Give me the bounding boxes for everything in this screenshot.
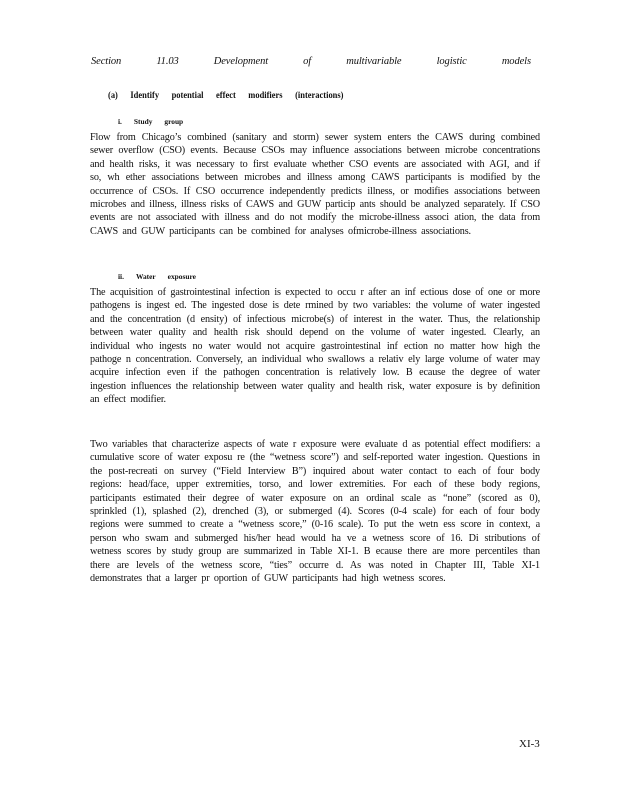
subsection-a-word-3: effect — [216, 90, 236, 100]
subsection-i-label: i. — [118, 117, 122, 126]
section-heading-word-4: logistic — [436, 56, 467, 67]
section-heading-word-5: models — [501, 56, 531, 67]
paragraph-water-exposure: The acquisition of gastrointestinal infection is expected to occu r after an inf ectious dose of one or more pathogens is ingest ed. The ingested dose is dete rmined by two variables: the volume of water ingested and the concentration (d ensity) of infectious microbe(s) of interest in the water. Thus, the relationship between water quality and health risk should depend on the volume of water ingested. Clearly, an individual who ingests no water would not acquire gastrointestinal inf ection no matter how high the pathoge n concentration. Conversely, an individual who swallows a relativ ely large volume of water may acquire infection even if the pathogen concentration is relatively low. B ecause the degree of water ingestion influences the relationship between water quality and health risk, water exposure is by definition an effect modifier. — [90, 287, 540, 406]
subsection-ii-label: ii. — [118, 272, 124, 281]
subsection-i-heading — [118, 117, 183, 126]
subsection-ii-word-1: Water — [135, 272, 156, 281]
subsection-a-word-1: Identify — [130, 90, 160, 100]
section-heading-word-2: of — [303, 56, 312, 67]
subsection-ii-heading — [118, 272, 196, 281]
section-heading-id: 11.03 — [156, 56, 179, 67]
subsection-a-heading — [108, 90, 344, 100]
paragraph-study-group: Flow from Chicago’s combined (sanitary and storm) sewer system enters the CAWS during combined sewer overflow (CSO) events. Because CSOs may influence associations between microbe concentrations and health risks, it was necessary to first evaluate whether CSO events are associated with AGI, and if so, wh ether associations between microbes and illness among CAWS participants is modified by the occurrence of CSOs. If CSO occurrence independently predicts illness, or modifies associations between microbes and illness, illness risks of CAWS and GUW particip ants should be analyzed separately. If CSO events are not associated with illness and do not modify the microbe-illness associ ation, the data from CAWS and GUW participants can be combined for analyses ofmicrobe-illness associations. — [90, 132, 540, 237]
subsection-a-word-4: modifiers — [248, 90, 283, 100]
subsection-i-word-1: Study — [133, 117, 153, 126]
section-heading-word-1: Development — [213, 56, 269, 67]
section-heading-word-3: multivariable — [346, 56, 402, 67]
subsection-a-label: (a) — [108, 90, 118, 100]
page-number: XI-3 — [519, 738, 540, 750]
subsection-ii-word-2: exposure — [167, 272, 196, 281]
section-heading — [91, 56, 531, 67]
subsection-i-word-2: group — [164, 117, 184, 126]
section-heading-number: Section — [91, 56, 122, 67]
subsection-a-word-5: (interactions) — [295, 90, 344, 100]
paragraph-effect-modifiers: Two variables that characterize aspects of wate r exposure were evaluate d as potential effect modifiers: a cumulative score of water exposu re (the “wetness score”) and self-reported water ingestion. Questions in the post-recreati on survey (“Field Interview B”) inquired about water contact to each of four body regions: head/face, upper extremities, torso, and lower extremities. For each of these body regions, participants estimated their degree of water exposure on an ordinal scale as “none” (scored as 0), sprinkled (1), splashed (2), drenched (3), or submerged (4). Scores (0-4 scale) for each of four body regions were summed to create a “wetness score,” (0-16 scale). To put the wetn ess score in context, a person who swam and submerged his/her head would ha ve a wetness score of 16. Di stributions of wetness scores by study group are summarized in Table XI-1. B ecause there are more percentiles than there are levels of the wetness score, “ties” occurre d. As was noted in Chapter III, Table XI-1 demonstrates that a larger pr oportion of GUW participants had high wetness scores. — [90, 439, 540, 585]
subsection-a-word-2: potential — [171, 90, 204, 100]
